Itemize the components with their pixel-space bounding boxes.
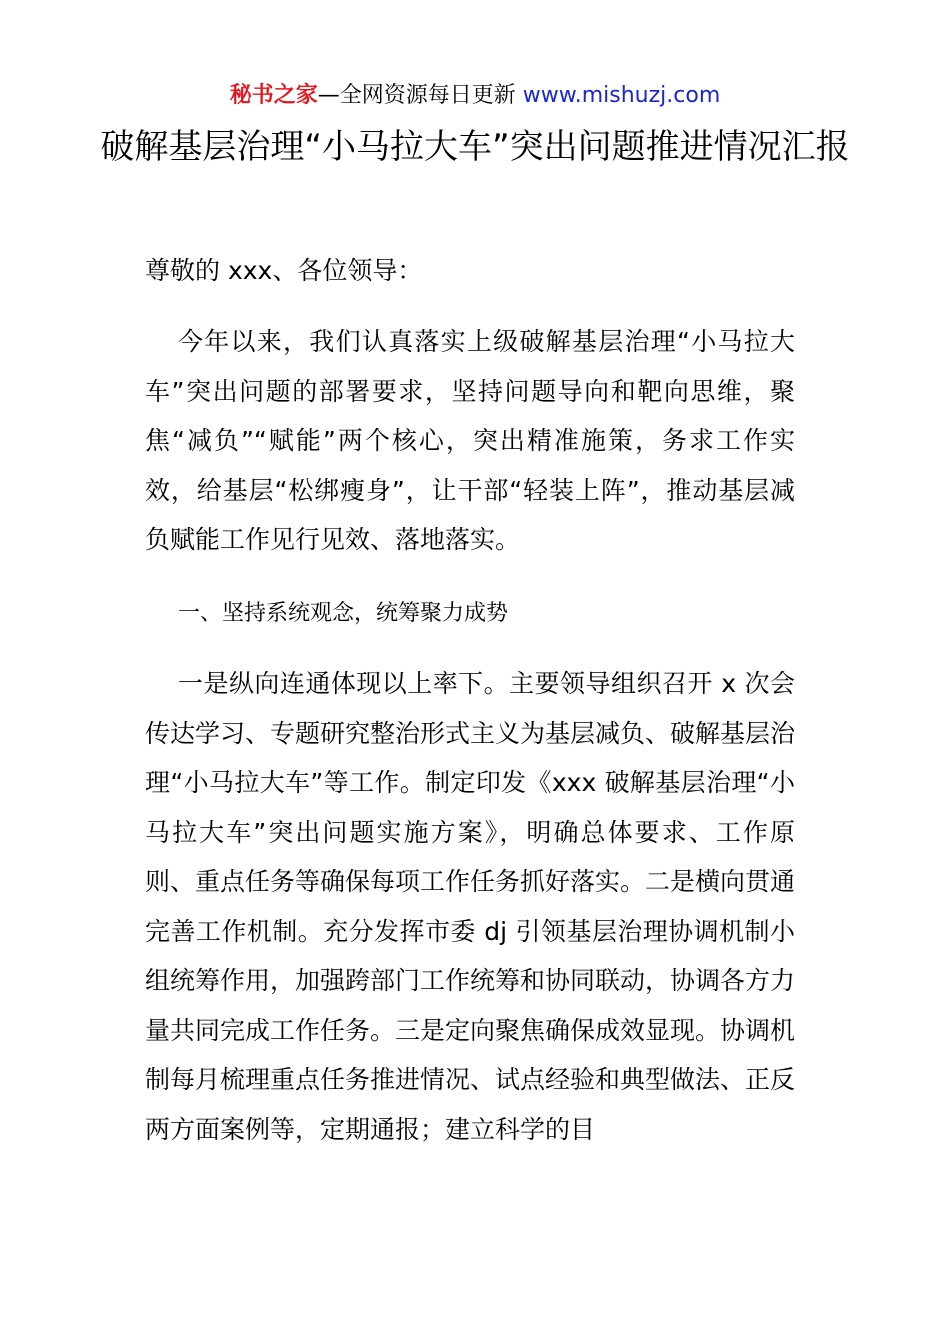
document-title: 破解基层治理“小马拉大车”突出问题推进情况汇报 [100, 127, 850, 167]
site-url: www.mishuzj.com [522, 83, 721, 108]
site-brand: 秘书之家 [229, 83, 318, 108]
paragraph-intro: 今年以来，我们认真落实上级破解基层治理“小马拉大车”突出问题的部署要求，坚持问题导向和靶向思维，聚焦“减负”“赋能”两个核心，突出精准施策，务求工作实效，给基层“松绑瘦身”，让干部“轻装上阵”，推动基层减负赋能工作见行见效、落地落实。 [145, 327, 795, 554]
salutation: 尊敬的 xxx、各位领导： [145, 256, 423, 285]
site-banner [0, 80, 950, 112]
site-tagline: —全网资源每日更新 [317, 83, 523, 108]
paragraph-section-1: 一是纵向连通体现以上率下。主要领导组织召开 x 次会传达学习、专题研究整治形式主义为基层减负、破解基层治理“小马拉大车”等工作。制定印发《xxx 破解基层治理“小马拉大车”突出问题实施方案》，明确总体要求、工作原则、重点任务等确保每项工作任务抓好落实。二是横向贯通完善工作机制。充分发挥市委 dj 引领基层治理协调机制小组统筹作用，加强跨部门工作统筹和协同联动，协调各方力量共同完成工作任务。三是定向聚焦确保成效显现。协调机制每月梳理重点任务推进情况、试点经验和典型做法、正反两方面案例等，定期通报；建立科学的目 [145, 669, 796, 1144]
section-heading-1: 一、坚持系统观念，统筹聚力成势 [178, 601, 509, 626]
